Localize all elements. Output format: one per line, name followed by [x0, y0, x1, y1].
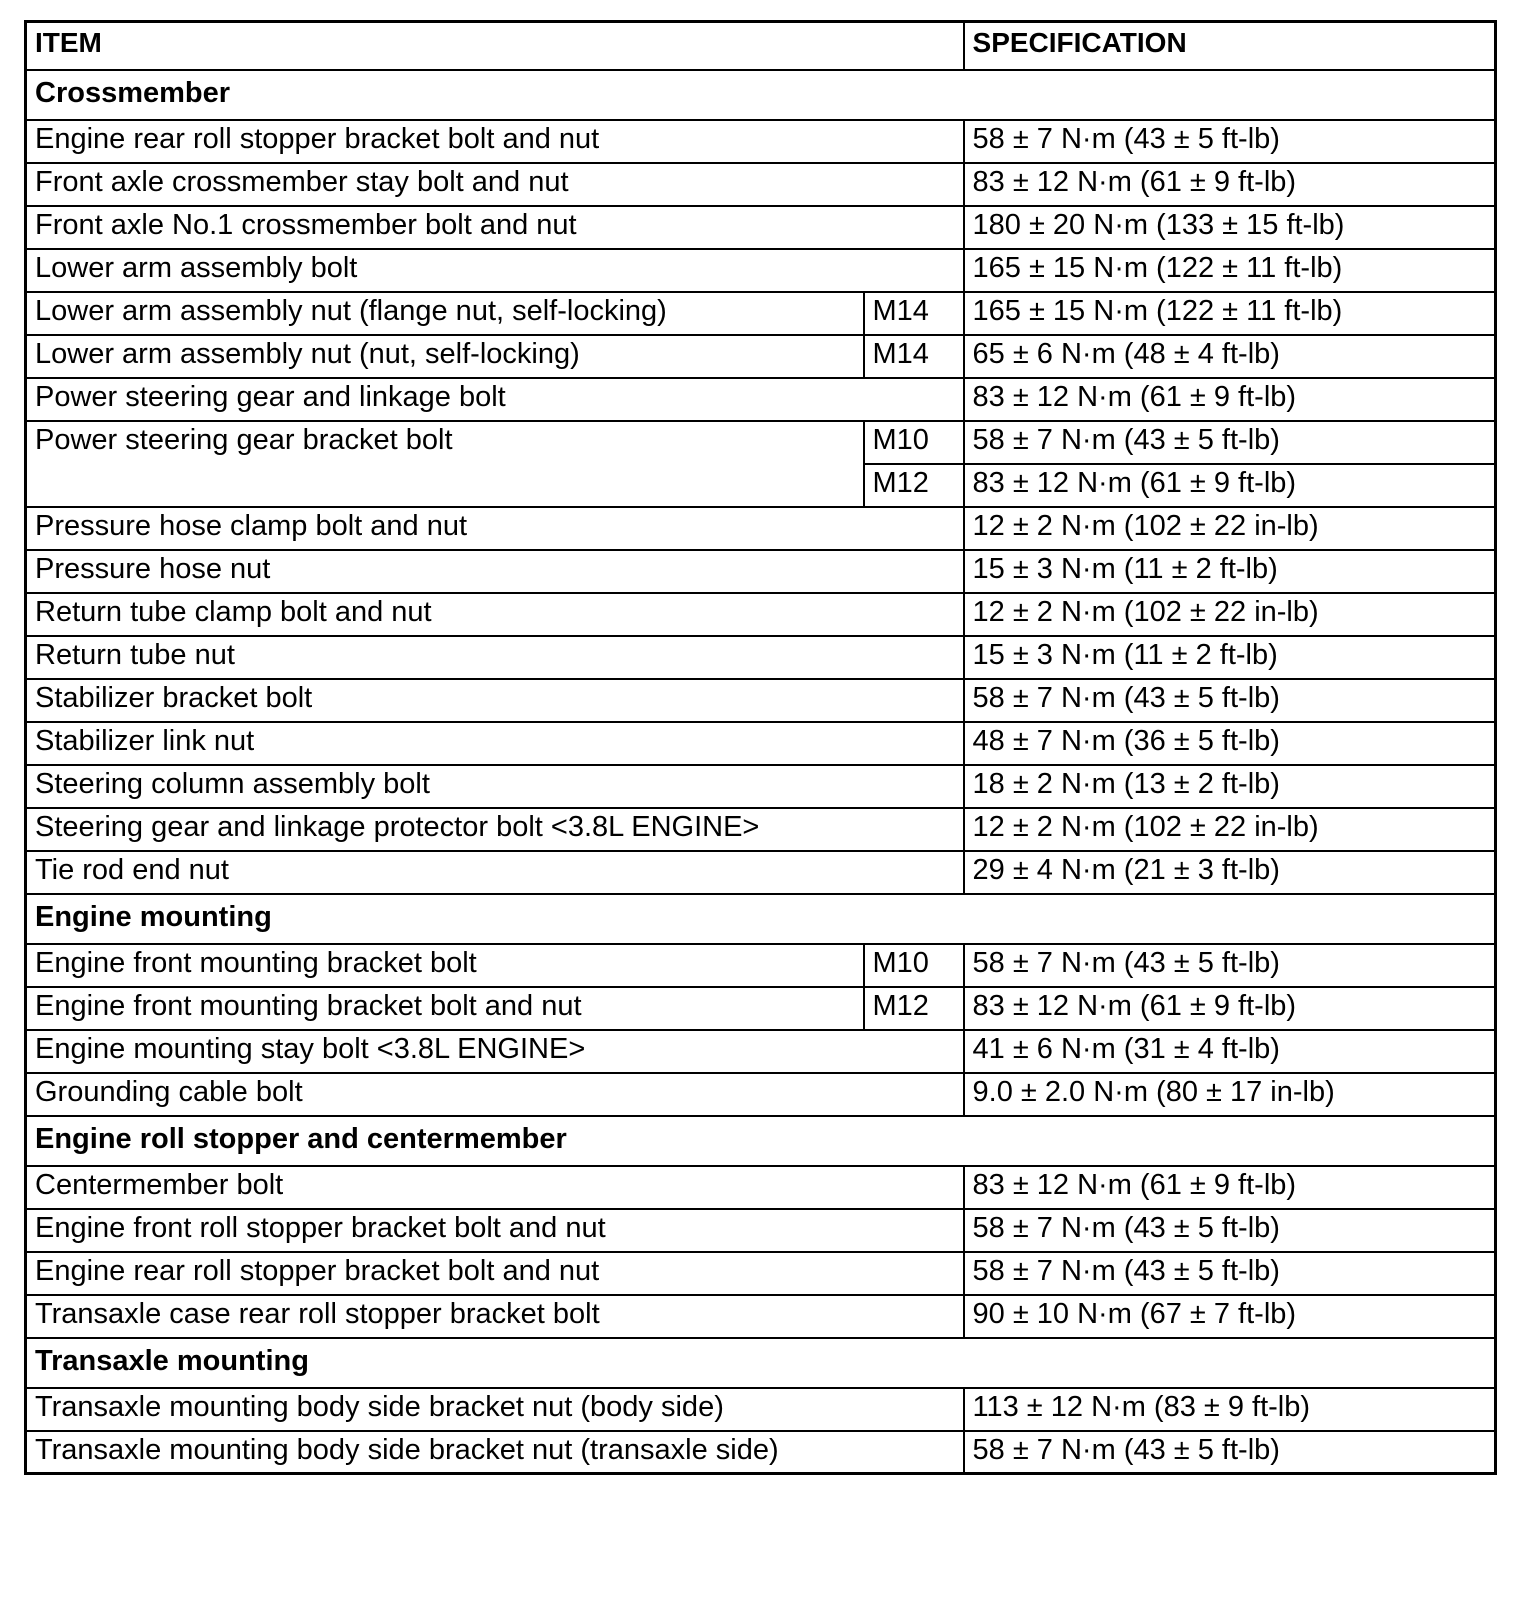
specification-cell: 58 ± 7 N·m (43 ± 5 ft-lb)	[964, 944, 1496, 987]
item-cell: Power steering gear and linkage bolt	[26, 378, 964, 421]
item-cell: Engine front roll stopper bracket bolt and nut	[26, 1209, 964, 1252]
table-row	[26, 1209, 1496, 1252]
section-label: Transaxle mounting	[26, 1338, 1496, 1388]
item-cell: Tie rod end nut	[26, 851, 964, 894]
table-row	[26, 163, 1496, 206]
table-row	[26, 944, 1496, 987]
table-row	[26, 1073, 1496, 1116]
item-cell: Lower arm assembly bolt	[26, 249, 964, 292]
specification-cell: 9.0 ± 2.0 N·m (80 ± 17 in-lb)	[964, 1073, 1496, 1116]
section-row	[26, 70, 1496, 120]
specification-cell: 58 ± 7 N·m (43 ± 5 ft-lb)	[964, 679, 1496, 722]
specification-cell: 165 ± 15 N·m (122 ± 11 ft-lb)	[964, 249, 1496, 292]
item-cell: Centermember bolt	[26, 1166, 964, 1209]
thread-size-cell: M10	[864, 421, 964, 464]
specification-cell: 58 ± 7 N·m (43 ± 5 ft-lb)	[964, 421, 1496, 464]
table-row	[26, 593, 1496, 636]
table-row	[26, 335, 1496, 378]
specification-cell: 83 ± 12 N·m (61 ± 9 ft-lb)	[964, 1166, 1496, 1209]
item-cell: Front axle No.1 crossmember bolt and nut	[26, 206, 964, 249]
table-row	[26, 1166, 1496, 1209]
specification-cell: 58 ± 7 N·m (43 ± 5 ft-lb)	[964, 120, 1496, 163]
specification-cell: 83 ± 12 N·m (61 ± 9 ft-lb)	[964, 987, 1496, 1030]
section-label: Engine mounting	[26, 894, 1496, 944]
specification-cell: 83 ± 12 N·m (61 ± 9 ft-lb)	[964, 378, 1496, 421]
item-cell: Return tube nut	[26, 636, 964, 679]
table-body	[26, 70, 1496, 1474]
section-row	[26, 894, 1496, 944]
item-cell: Engine mounting stay bolt <3.8L ENGINE>	[26, 1030, 964, 1073]
item-cell: Transaxle mounting body side bracket nut (transaxle side)	[26, 1431, 964, 1474]
table-row	[26, 1388, 1496, 1431]
specification-cell: 65 ± 6 N·m (48 ± 4 ft-lb)	[964, 335, 1496, 378]
table-row	[26, 292, 1496, 335]
item-cell: Engine front mounting bracket bolt	[26, 944, 864, 987]
specification-column-header: SPECIFICATION	[964, 22, 1496, 70]
table-row	[26, 1252, 1496, 1295]
specification-cell: 18 ± 2 N·m (13 ± 2 ft-lb)	[964, 765, 1496, 808]
table-row	[26, 1295, 1496, 1338]
table-row	[26, 808, 1496, 851]
specification-cell: 180 ± 20 N·m (133 ± 15 ft-lb)	[964, 206, 1496, 249]
item-cell: Engine rear roll stopper bracket bolt and nut	[26, 120, 964, 163]
item-cell: Transaxle case rear roll stopper bracket bolt	[26, 1295, 964, 1338]
specification-cell: 15 ± 3 N·m (11 ± 2 ft-lb)	[964, 636, 1496, 679]
section-label: Crossmember	[26, 70, 1496, 120]
table-row	[26, 851, 1496, 894]
item-cell: Front axle crossmember stay bolt and nut	[26, 163, 964, 206]
specification-cell: 41 ± 6 N·m (31 ± 4 ft-lb)	[964, 1030, 1496, 1073]
section-row	[26, 1116, 1496, 1166]
specification-cell: 12 ± 2 N·m (102 ± 22 in-lb)	[964, 593, 1496, 636]
table-row	[26, 378, 1496, 421]
specification-cell: 58 ± 7 N·m (43 ± 5 ft-lb)	[964, 1431, 1496, 1474]
specification-cell: 48 ± 7 N·m (36 ± 5 ft-lb)	[964, 722, 1496, 765]
item-column-header: ITEM	[26, 22, 964, 70]
thread-size-cell: M12	[864, 987, 964, 1030]
item-cell: Grounding cable bolt	[26, 1073, 964, 1116]
table-row	[26, 206, 1496, 249]
table-row	[26, 120, 1496, 163]
item-cell: Pressure hose clamp bolt and nut	[26, 507, 964, 550]
item-cell: Engine rear roll stopper bracket bolt and nut	[26, 1252, 964, 1295]
item-cell: Power steering gear bracket bolt	[26, 421, 864, 507]
table-row	[26, 1030, 1496, 1073]
item-cell: Steering gear and linkage protector bolt <3.8L ENGINE>	[26, 808, 964, 851]
section-label: Engine roll stopper and centermember	[26, 1116, 1496, 1166]
specification-cell: 90 ± 10 N·m (67 ± 7 ft-lb)	[964, 1295, 1496, 1338]
specification-cell: 113 ± 12 N·m (83 ± 9 ft-lb)	[964, 1388, 1496, 1431]
thread-size-cell: M12	[864, 464, 964, 507]
specification-cell: 12 ± 2 N·m (102 ± 22 in-lb)	[964, 507, 1496, 550]
table-row	[26, 722, 1496, 765]
item-cell: Return tube clamp bolt and nut	[26, 593, 964, 636]
specification-cell: 83 ± 12 N·m (61 ± 9 ft-lb)	[964, 163, 1496, 206]
item-cell: Steering column assembly bolt	[26, 765, 964, 808]
specification-cell: 83 ± 12 N·m (61 ± 9 ft-lb)	[964, 464, 1496, 507]
item-cell: Transaxle mounting body side bracket nut (body side)	[26, 1388, 964, 1431]
table-row	[26, 249, 1496, 292]
specification-cell: 58 ± 7 N·m (43 ± 5 ft-lb)	[964, 1209, 1496, 1252]
thread-size-cell: M10	[864, 944, 964, 987]
specification-cell: 165 ± 15 N·m (122 ± 11 ft-lb)	[964, 292, 1496, 335]
item-cell: Lower arm assembly nut (nut, self-locking)	[26, 335, 864, 378]
item-cell: Stabilizer link nut	[26, 722, 964, 765]
torque-spec-table	[24, 20, 1497, 1475]
item-cell: Lower arm assembly nut (flange nut, self-locking)	[26, 292, 864, 335]
table-row	[26, 507, 1496, 550]
specification-cell: 29 ± 4 N·m (21 ± 3 ft-lb)	[964, 851, 1496, 894]
specification-cell: 58 ± 7 N·m (43 ± 5 ft-lb)	[964, 1252, 1496, 1295]
thread-size-cell: M14	[864, 292, 964, 335]
table-row	[26, 636, 1496, 679]
table-row	[26, 765, 1496, 808]
table-row	[26, 679, 1496, 722]
header-row	[26, 22, 1496, 70]
item-cell: Pressure hose nut	[26, 550, 964, 593]
specification-cell: 15 ± 3 N·m (11 ± 2 ft-lb)	[964, 550, 1496, 593]
section-row	[26, 1338, 1496, 1388]
table-row	[26, 1431, 1496, 1474]
specification-cell: 12 ± 2 N·m (102 ± 22 in-lb)	[964, 808, 1496, 851]
item-cell: Stabilizer bracket bolt	[26, 679, 964, 722]
table-row	[26, 987, 1496, 1030]
table-row	[26, 550, 1496, 593]
thread-size-cell: M14	[864, 335, 964, 378]
table-row	[26, 421, 1496, 464]
item-cell: Engine front mounting bracket bolt and nut	[26, 987, 864, 1030]
